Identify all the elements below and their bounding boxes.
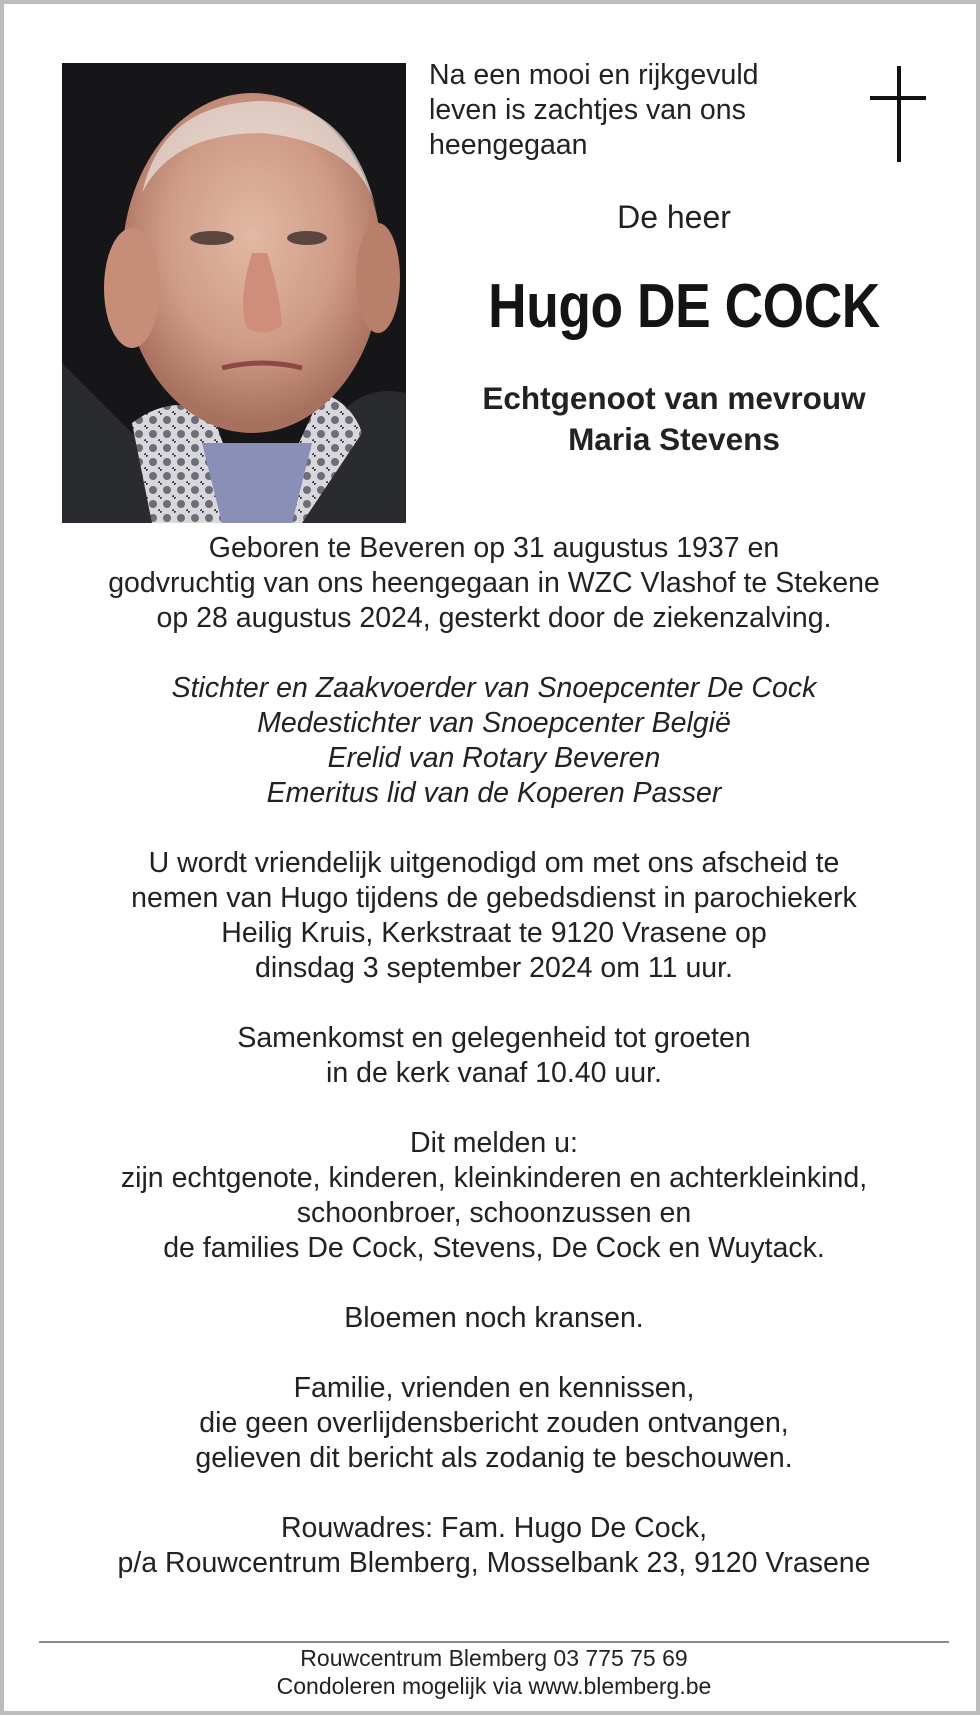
paragraph-line: Dit melden u: [410,1127,578,1159]
intro-text [429,58,789,163]
announcement-paragraph [44,1126,944,1266]
funeral-home-footer [44,1644,944,1700]
spouse-line: Echtgenoot van mevrouw [482,380,866,416]
paragraph-line: die geen overlijdensbericht zouden ontvangen, [199,1407,789,1439]
footer-divider [39,1641,949,1643]
notice-paragraph [44,1371,944,1476]
role-line: Stichter en Zaakvoerder van Snoepcenter De Cock [171,672,817,704]
paragraph-line: op 28 augustus 2024, gesterkt door de ziekenzalving. [156,602,832,634]
paragraph-line: de families De Cock, Stevens, De Cock en Wuytack. [163,1232,825,1264]
role-line: Emeritus lid van de Koperen Passer [266,777,722,809]
spouse-line: Maria Stevens [568,421,780,457]
paragraph-line: nemen van Hugo tijdens de gebedsdienst in parochiekerk [131,882,857,914]
paragraph-line: godvruchtig van ons heengegaan in WZC Vlashof te Stekene [108,567,880,599]
paragraph-line: in de kerk vanaf 10.40 uur. [326,1057,662,1089]
portrait-photo [62,63,406,523]
paragraph-line: dinsdag 3 september 2024 om 11 uur. [255,952,733,984]
flowers-paragraph [44,1301,944,1336]
paragraph-line: gelieven dit bericht als zodanig te beschouwen. [195,1442,793,1474]
cross-icon [870,66,926,162]
role-line: Medestichter van Snoepcenter België [257,707,731,739]
paragraph-line: Familie, vrienden en kennissen, [293,1372,695,1404]
paragraph-line: Rouwadres: Fam. Hugo De Cock, [280,1512,708,1544]
footer-line: Condoleren mogelijk via www.blemberg.be [276,1673,712,1699]
birth-death-paragraph [44,531,944,636]
intro-line: heengegaan [429,129,588,161]
paragraph-line: U wordt vriendelijk uitgenodigd om met ons afscheid te [148,847,840,879]
obituary-body [44,531,944,1581]
paragraph-line: Heilig Kruis, Kerkstraat te 9120 Vrasene op [221,917,767,949]
paragraph-line: Bloemen noch kransen. [344,1302,644,1334]
role-line: Erelid van Rotary Beveren [327,742,661,774]
paragraph-line: Samenkomst en gelegenheid tot groeten [237,1022,751,1054]
address-paragraph [44,1511,944,1581]
gathering-paragraph [44,1021,944,1091]
spouse-text [424,378,924,460]
paragraph-line: schoonbroer, schoonzussen en [296,1197,692,1229]
intro-line: Na een mooi en rijkgevuld [429,59,759,91]
roles-paragraph [44,671,944,811]
paragraph-line: Geboren te Beveren op 31 augustus 1937 en [208,532,780,564]
footer-line: Rouwcentrum Blemberg 03 775 75 69 [300,1645,688,1671]
paragraph-line: zijn echtgenote, kinderen, kleinkinderen en achterkleinkind, [120,1162,868,1194]
salutation: De heer [617,199,731,235]
intro-line: leven is zachtjes van ons [429,94,746,126]
paragraph-line: p/a Rouwcentrum Blemberg, Mosselbank 23, 9120 Vrasene [117,1547,871,1579]
deceased-name: Hugo DE COCK [488,272,880,341]
invitation-paragraph [44,846,944,986]
